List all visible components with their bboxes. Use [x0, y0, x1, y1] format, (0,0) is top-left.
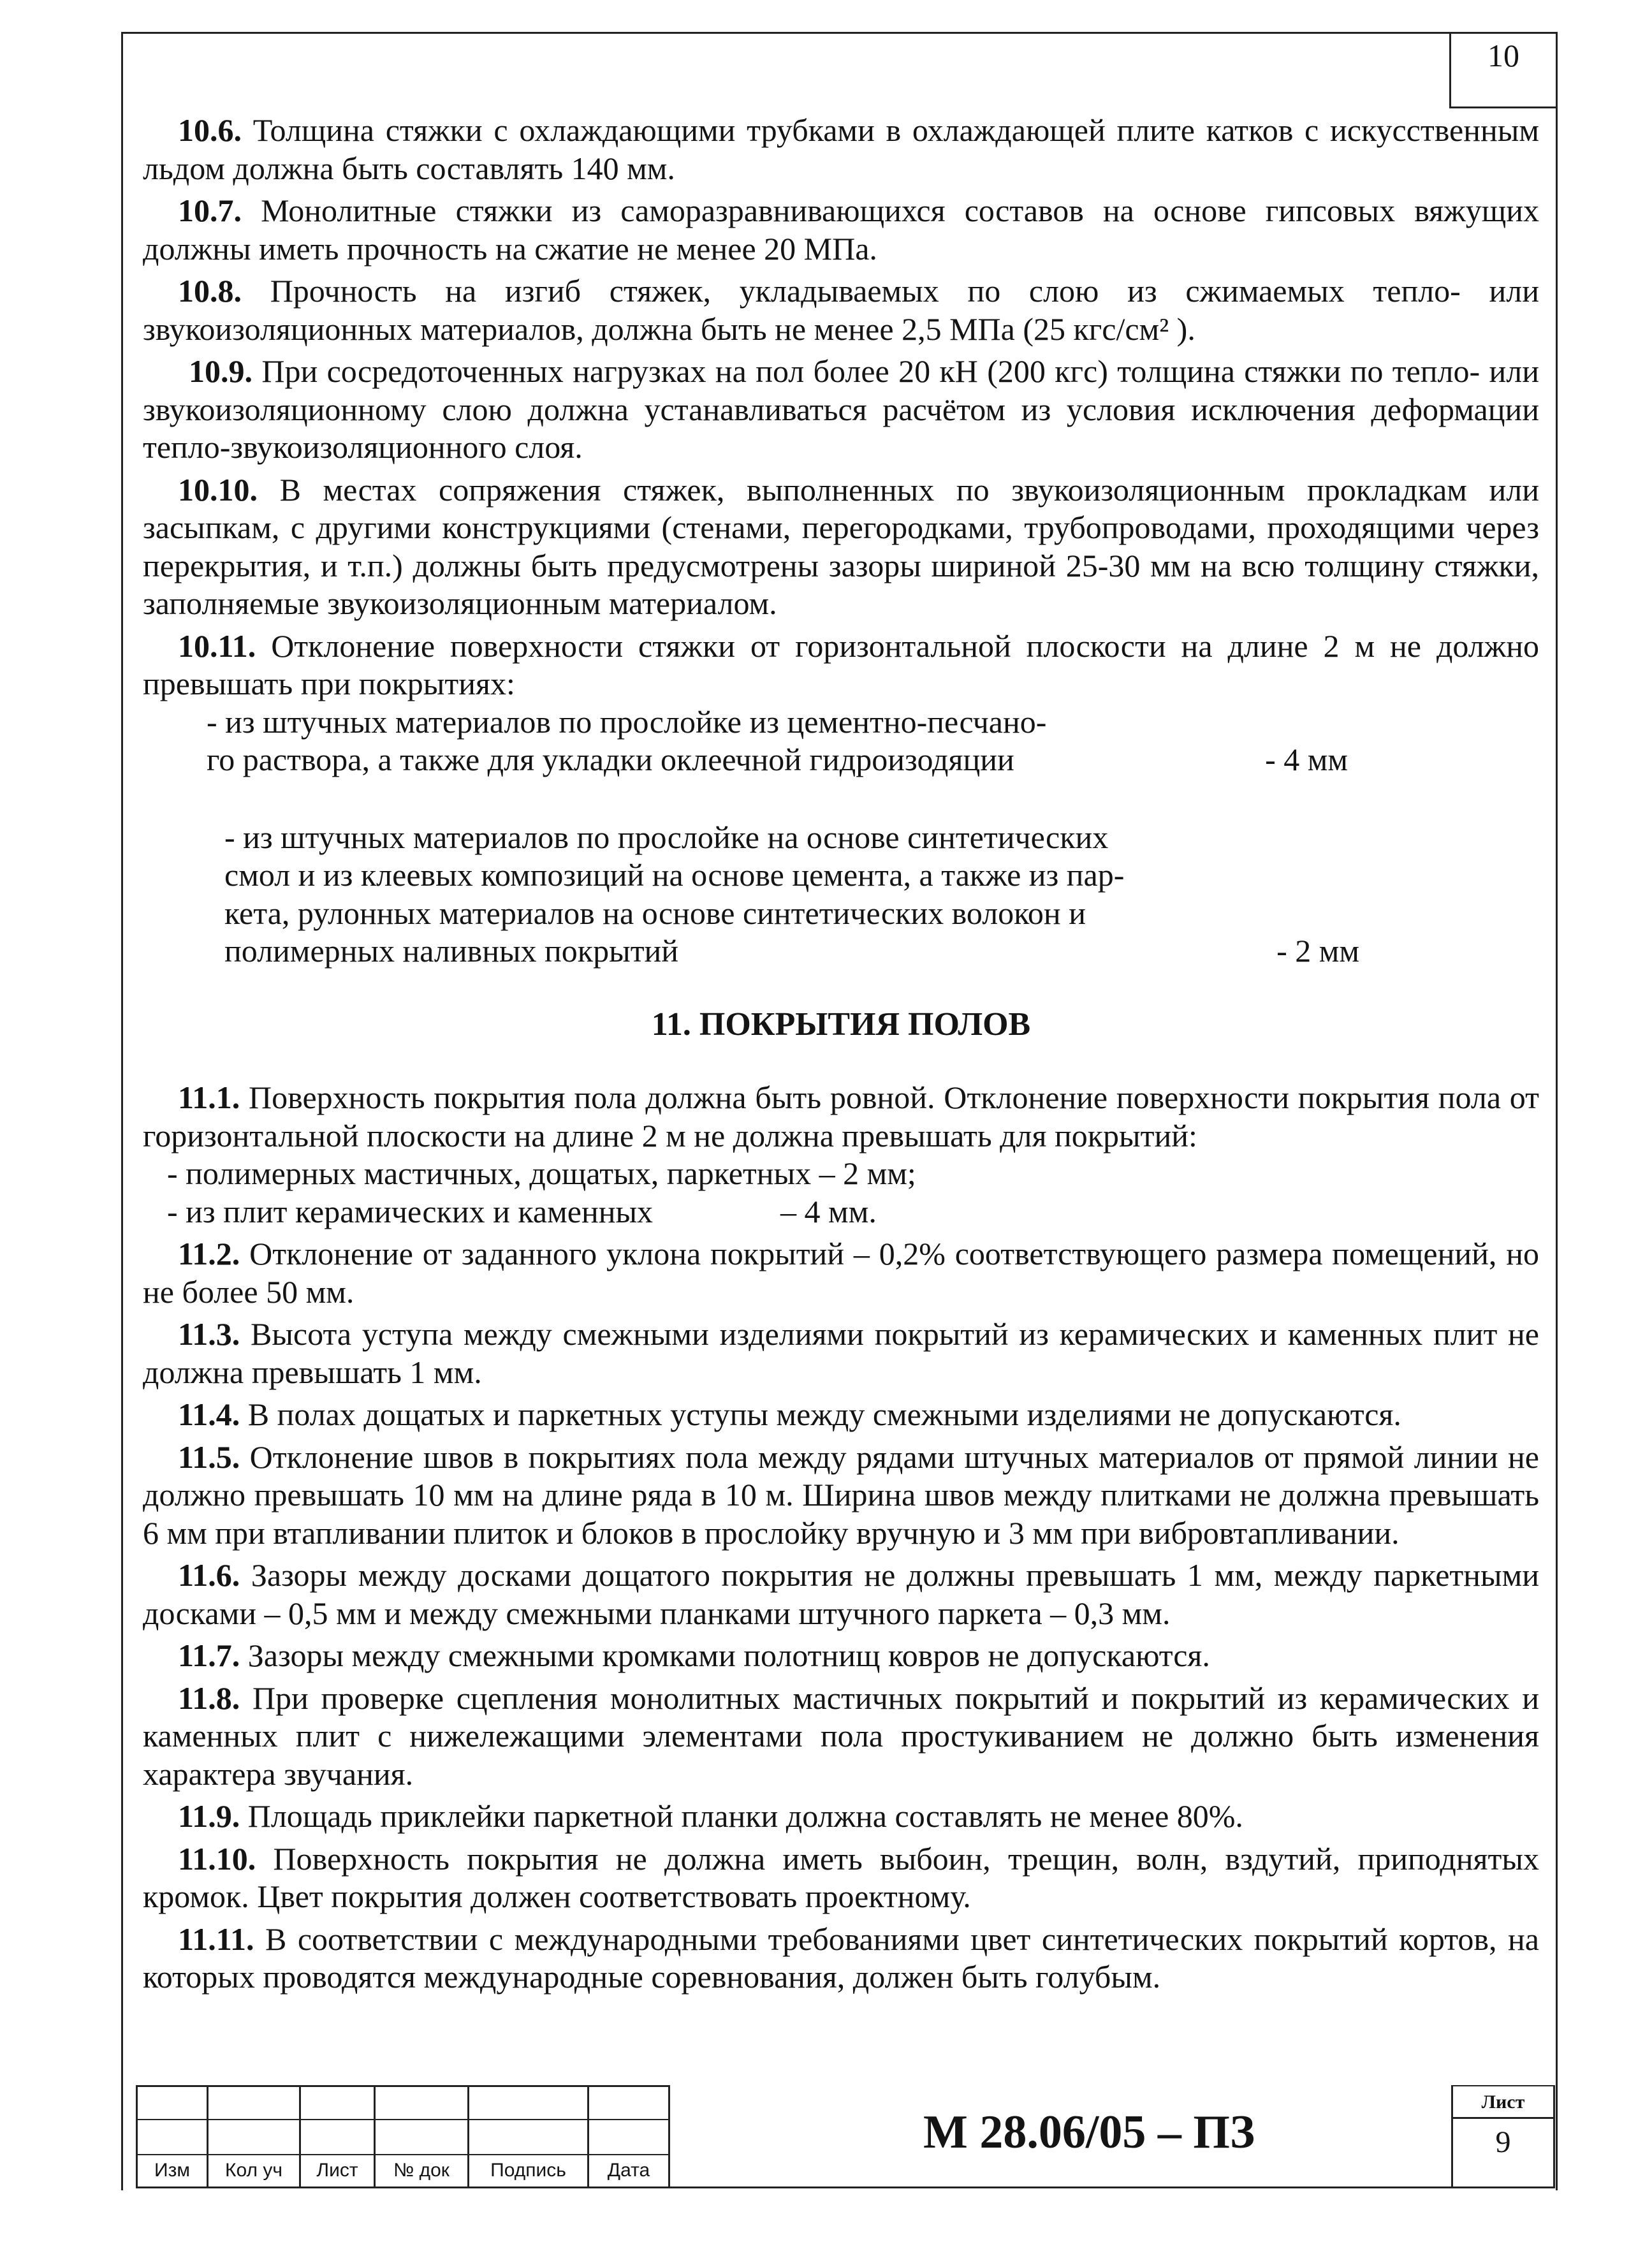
sheet-number: 9: [1495, 2125, 1511, 2159]
clause-11-1-item: - полимерных мастичных, дощатых, паркетных – 2 мм;: [167, 1155, 916, 1191]
clause-text: Прочность на изгиб стяжек, укладываемых по слою из сжимаемых тепло- или звукоизоляционных материалов, должна быть не менее 2,5 МПа (25 кгс/см² ).: [143, 273, 1539, 347]
clause: [143, 1556, 1539, 1632]
caption-signature: Подпись: [490, 2160, 566, 2181]
clause-number: 11.6.: [178, 1557, 240, 1593]
clause-text: Поверхность покрытия не должна иметь выбоин, трещин, волн, вздутий, приподнятых кромок. Цвет покрытия должен соответствовать проектному.: [143, 1840, 1539, 1914]
clause: [143, 1798, 1539, 1836]
section-heading: 11. ПОКРЫТИЯ ПОЛОВ: [651, 1006, 1031, 1043]
clause-number: 10.11.: [178, 627, 256, 664]
caption-date: Дата: [607, 2160, 650, 2181]
clause-number: 10.10.: [178, 471, 258, 508]
deviation-item: [143, 703, 1348, 779]
clause-text: Отклонение швов в покрытиях пола между рядами штучных материалов от прямой линии не должно превышать 10 мм на длине ряда в 10 м. Ширина швов между плитками не должна превышать 6 мм при втапливании плиток и блоков в прослойку вручную и 3 мм при вибровтапливании.: [143, 1439, 1539, 1551]
clause: [143, 272, 1539, 348]
clause: [143, 192, 1539, 268]
clause: [143, 1315, 1539, 1391]
clause: [143, 1439, 1539, 1553]
clause-text: В соответствии с международными требованиями цвет синтетических покрытий кортов, на которых проводятся международные соревнования, должен быть голубым.: [143, 1921, 1539, 1995]
clause-number: 11.10.: [178, 1840, 256, 1877]
clause-number: 11.9.: [178, 1798, 240, 1834]
clause-text: Площадь приклейки паркетной планки должна составлять не менее 80%.: [240, 1798, 1243, 1834]
clause-text: В полах дощатых и паркетных уступы между смежными изделиями не допускаются.: [240, 1396, 1401, 1432]
clause-number: 11.4.: [178, 1396, 240, 1432]
clause-text: Монолитные стяжки из саморазравнивающихся составов на основе гипсовых вяжущих должны иметь прочность на сжатие не менее 20 МПа.: [143, 193, 1539, 267]
clause-number: 10.8.: [178, 273, 242, 309]
document-code: М 28.06/05 – ПЗ: [923, 2106, 1255, 2158]
clause-number: 10.7.: [178, 193, 242, 228]
deviation-item-text: - из штучных материалов по прослойке из цементно-песчано- го раствора, а также для укладки оклеечной гидроизодяции: [207, 703, 1047, 777]
clause-number: 11.1.: [178, 1080, 240, 1115]
clause: [143, 112, 1539, 187]
caption-list: Лист: [316, 2160, 358, 2181]
clause-number: 11.11.: [178, 1921, 254, 1957]
clause-11-1: [143, 1079, 1539, 1155]
clause-text: Поверхность покрытия пола должна быть ровной. Отклонение поверхности покрытия пола от горизонтальной плоскости на длине 2 м не должна превышать для покрытий:: [143, 1080, 1539, 1154]
clause-text: При проверке сцепления монолитных мастичных покрытий и покрытий из керамических и каменных плит с нижележащими элементами пола простукиванием не должно быть изменения характера звучания.: [143, 1680, 1539, 1792]
clause: [143, 1637, 1539, 1675]
clause-text: Отклонение от заданного уклона покрытий – 0,2% соответствующего размера помещений, но не более 50 мм.: [143, 1236, 1539, 1310]
clause: [143, 471, 1539, 623]
clause-number: 11.5.: [178, 1439, 240, 1475]
clause-number: 11.3.: [178, 1316, 240, 1352]
clause-text: При сосредоточенных нагрузках на пол более 20 кН (200 кгс) толщина стяжки по тепло- или звукоизоляционному слою должна устанавливаться расчётом из условия исключения деформации тепло-звукоизоляционного слоя.: [143, 353, 1539, 465]
clause-11-1-item: - из плит керамических и каменных – 4 мм.: [167, 1193, 877, 1229]
clause: [143, 1840, 1539, 1916]
deviation-item: [143, 819, 1359, 971]
clause-number: 11.8.: [178, 1680, 240, 1716]
clause: [143, 627, 1539, 703]
clause-text: Зазоры между досками дощатого покрытия не должны превышать 1 мм, между паркетными досками – 0,5 мм и между смежными планками штучного паркета – 0,3 мм.: [143, 1557, 1539, 1631]
clause-text: В местах сопряжения стяжек, выполненных по звукоизоляционным прокладкам или засыпкам, с другими конструкциями (стенами, перегородками, трубопроводами, проходящими через перекрытия, и т.п.) должны быть предусмотрены зазоры шириной 25-30 мм на всю толщину стяжки, заполняемые звукоизоляционным материалом.: [143, 471, 1539, 621]
clause-text: Отклонение поверхности стяжки от горизонтальной плоскости на длине 2 м не должно превышать при покрытиях:: [143, 627, 1539, 701]
page-corner-number: 10: [1488, 38, 1519, 73]
deviation-list: [143, 703, 1539, 971]
caption-izm: Изм: [154, 2160, 190, 2181]
section-11-clauses: [143, 1235, 1539, 1996]
clause-number: 11.7.: [178, 1637, 240, 1673]
clause-text: Толщина стяжки с охлаждающими трубками в охлаждающей плите катков с искусственным льдом должна быть составлять 140 мм.: [143, 112, 1539, 186]
document-body: [143, 112, 1539, 1996]
sheet-label: Лист: [1481, 2091, 1525, 2113]
deviation-item-value: - 2 мм: [1276, 933, 1359, 969]
clause-number: 10.6.: [178, 112, 242, 148]
title-block: [136, 2085, 1555, 2188]
clause: [143, 1396, 1539, 1434]
clause: [143, 1235, 1539, 1311]
clause: [143, 353, 1539, 467]
clause-text: Зазоры между смежными кромками полотнищ ковров не допускаются.: [240, 1637, 1210, 1673]
clause-number: 11.2.: [178, 1236, 240, 1271]
deviation-item-text: - из штучных материалов по прослойке на основе синтетических смол и из клеевых композиций на основе цемента, а также из пар- кета, рулонных материалов на основе синтетических волокон и полимерных наливных покрытий: [224, 819, 1125, 969]
clause-number: 10.9.: [189, 353, 252, 389]
clause-text: Высота уступа между смежными изделиями покрытий из керамических и каменных плит не должна превышать 1 мм.: [143, 1316, 1539, 1390]
deviation-item-value: - 4 мм: [1265, 742, 1348, 777]
clause: [143, 1680, 1539, 1794]
clause: [143, 1921, 1539, 1996]
section-10-clauses: [143, 112, 1539, 703]
caption-doc-number: № док: [393, 2160, 450, 2181]
caption-kol-uch: Кол уч: [225, 2160, 282, 2181]
